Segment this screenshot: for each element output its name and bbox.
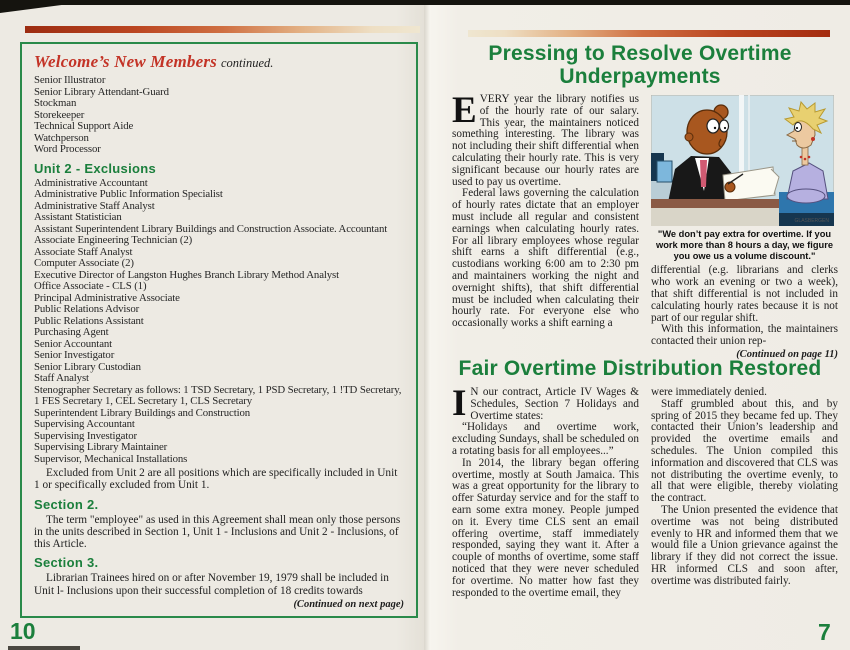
left-gradient-bar	[25, 26, 420, 33]
list-item: Administrative Accountant	[34, 176, 148, 189]
article1-title-line2: Underpayments	[559, 65, 721, 88]
article1-paragraph	[452, 90, 639, 188]
list-item: Senior Accountant	[34, 337, 113, 350]
scan-edge-top	[0, 0, 850, 5]
scan-corner-wedge	[0, 0, 100, 13]
list-item: Watchperson	[34, 131, 89, 144]
list-item: Supervisor, Mechanical Installations	[34, 452, 188, 465]
list-item: Administrative Staff Analyst	[34, 199, 155, 212]
article2-col1	[452, 383, 639, 599]
right-gradient-bar	[468, 30, 830, 37]
article2-paragraph	[452, 383, 639, 424]
cartoon-caption: "We don’t pay extra for overtime. If you work more than 8 hours a day, we figure you owe us a volume discount."	[655, 229, 834, 261]
list-item: Purchasing Agent	[34, 326, 109, 338]
section2-heading: Section 2.	[34, 496, 99, 512]
article1-title	[440, 42, 840, 88]
article1-paragraph: differential (e.g. librarians and clerks who work an evening or two a week), that shift differential is not included in calculating hourly rates because it is not part of our regular shift.	[651, 264, 838, 324]
page-number-left: 10	[10, 618, 36, 644]
article1-paragraph: Federal laws governing the calculation of hourly rates dictate that an employer must include all regular and consistent earnings when calculating hourly rates. For all library employees whose regular shift earns a shift differential (e.g., custodians working 6:00 am to 2:30 pm and maintainers working the night and overnight shifts), that shift differential must be included when calculating their hourly rate. For everyone else who occasionally works a shift earning a	[452, 187, 639, 330]
article1-paragraph: With this information, the maintainers contacted their union rep-	[651, 323, 838, 348]
list-item: Supervising Accountant	[34, 418, 135, 430]
list-item: Storekeeper	[34, 108, 85, 121]
excluded-note: Excluded from Unit 2 are all positions which are specifically included in Unit 1 or specifically excluded from Unit 1.	[34, 467, 398, 492]
dropcap-e: E	[452, 90, 477, 131]
welcome-continued-label: continued.	[220, 56, 274, 70]
list-item: Assistant Superintendent Library Buildings and Construction Associate. Accountant	[34, 222, 388, 235]
cartoon-signature: GLASBERGEN	[794, 218, 829, 224]
section2-body: The term "employee" as used in this Agreement shall mean only those persons in the units described in Section 1, Unit 1 - Inclusions and Unit 2 - Inclusions, of this Article.	[34, 513, 401, 551]
welcome-title: Welcome’s New Members	[34, 52, 217, 71]
new-members-box	[20, 42, 418, 618]
section3-body: Librarian Trainees hired on or after November 19, 1979 shall be included in Unit l- Inclusions upon their successful completion of 18 credits towards	[34, 572, 389, 597]
list-item: Assistant Statistician	[34, 211, 122, 223]
welcome-heading	[34, 52, 404, 72]
scan-edge-bottom	[8, 646, 80, 650]
list-item: Supervising Library Maintainer	[34, 441, 168, 453]
list-item: Word Processor	[34, 143, 101, 155]
list-item: Associate Engineering Technician (2)	[34, 234, 193, 246]
list-item: Principal Administrative Associate	[34, 291, 180, 304]
continued-page-11: (Continued on page 11)	[736, 348, 838, 360]
article1-col2	[651, 94, 838, 360]
list-item: Superintendent Library Buildings and Construction	[34, 406, 251, 419]
article2-title: Fair Overtime Distribution Restored	[458, 357, 822, 380]
list-item: Stenographer Secretary as follows: 1 TSD Secretary, 1 PSD Secretary, 1 !TD Secretary, 1 FES Secretary 1, CEL Secretary 1, CLS Secretary	[34, 383, 402, 407]
article1-columns	[452, 90, 838, 360]
list-item: Associate Staff Analyst	[34, 245, 133, 258]
members-list	[34, 75, 404, 156]
list-item: Supervising Investigator	[34, 429, 137, 442]
list-item: Senior Investigator	[34, 349, 115, 361]
page-number-right: 7	[818, 619, 831, 645]
list-item: Stockman	[34, 97, 77, 109]
article2-paragraph: “Holidays and overtime work, excluding Sundays, shall be scheduled on a rotating basis for all employees...”	[452, 421, 639, 457]
list-item: Public Relations Advisor	[34, 303, 140, 315]
article2-col2	[651, 387, 838, 599]
list-item: Computer Associate (2)	[34, 257, 134, 269]
list-item: Public Relations Assistant	[34, 314, 144, 327]
continued-next-page: (Continued on next page)	[293, 599, 404, 611]
list-item: Executive Director of Langston Hughes Branch Library Method Analyst	[34, 268, 339, 281]
list-item: Administrative Public Information Specialist	[34, 188, 223, 200]
article1-col1	[452, 90, 639, 360]
article2-p1-text: N our contract, Article IV Wages & Schedules, Section 7 Holidays and Overtime states:	[470, 386, 639, 422]
article2-paragraph: In 2014, the library began offering overtime, mostly at South Jamaica. This was a great opportunity for the library to offer Saturday service and for the staff to earn some extra money. People jumped on it. Every time CLS sent an email offering overtime, staff immediately responded, saying they want it. After a couple of months of overtime, some staff noticed that they were never scheduled for overtime. No matter how fast they responded to the overtime email, they	[452, 456, 639, 599]
article1-title-line1: Pressing to Resolve Overtime	[488, 42, 792, 65]
article2-columns	[452, 383, 838, 599]
article2-paragraph: Staff grumbled about this, and by spring of 2015 they became fed up. They contacted their Union’s leadership and provided the overtime emails and schedules. The Union compiled this information and discovered that CLS was not distributing the overtime evenly, to all that were eligible, thereby violating the contract.	[651, 397, 838, 505]
list-item: Staff Analyst	[34, 372, 89, 384]
article2-paragraph: were immediately denied.	[651, 386, 767, 398]
unit2-heading: Unit 2 - Exclusions	[34, 160, 157, 176]
list-item: Senior Library Attendant-Guard	[34, 85, 169, 98]
list-item: Technical Support Aide	[34, 120, 134, 132]
exclusions-list	[34, 178, 404, 466]
list-item: Senior Illustrator	[34, 74, 106, 86]
dropcap-i: I	[452, 383, 467, 424]
article1-p1-text: VERY year the library notifies us of the hourly rate of our salary. This year, the maintainers noticed something interesting. The library was not including their shift differential when calculating their hourly rate. This is very significant because our hourly rates are used to pay us overtime.	[452, 93, 639, 188]
section3-heading: Section 3.	[34, 555, 99, 571]
list-item: Senior Library Custodian	[34, 360, 141, 373]
overtime-cartoon	[651, 95, 834, 226]
article2-paragraph: The Union presented the evidence that overtime was not being distributed evenly to HR and informed them that we would file a Union grievance against the library if they did not correct the issue. HR informed CLS and soon after, overtime was distributed fairly.	[651, 503, 838, 587]
list-item: Office Associate - CLS (1)	[34, 280, 147, 292]
